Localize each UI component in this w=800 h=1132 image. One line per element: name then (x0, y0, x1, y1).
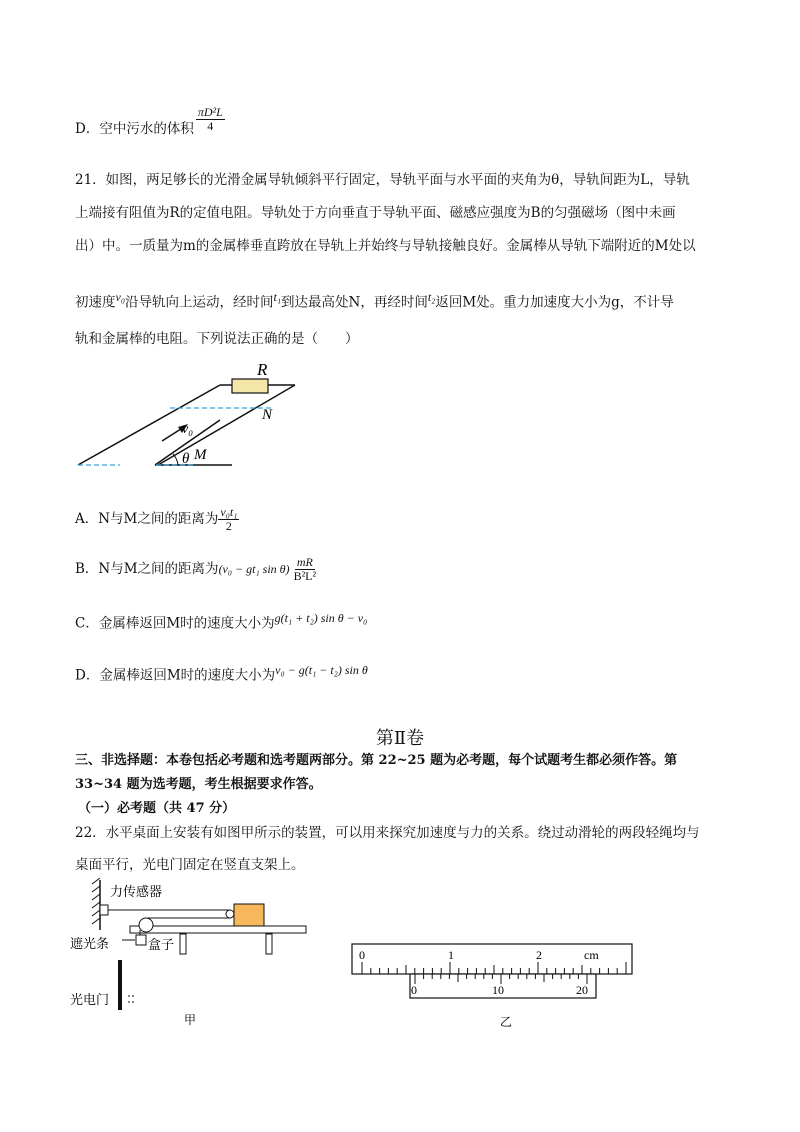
q21-line-2: 上端接有阻值为R的定值电阻。导轨处于方向垂直于导轨平面、磁感应强度为B的匀强磁场（图中未画 (75, 205, 676, 221)
q21-option-a (75, 506, 239, 533)
q21-line-4a: 初速度 (75, 294, 116, 311)
label-theta: θ (182, 451, 190, 467)
option-b-fraction (292, 556, 319, 583)
q21-rails-figure (70, 355, 310, 475)
option-d-expr: v₀ − g(t₁ − t₂) sin θ (275, 663, 368, 677)
fraction-numerator: v₀t₁ (220, 505, 238, 519)
main-label-0: 0 (359, 948, 365, 962)
q21-line-1: 21．如图，两足够长的光滑金属导轨倾斜平行固定，导轨平面与水平面的夹角为θ，导轨间距为L，导轨 (75, 172, 690, 188)
cart-block (234, 904, 264, 926)
caption-yi: 乙 (500, 1015, 513, 1029)
vernier-label-0: 0 (411, 983, 417, 997)
q22-line-2: 桌面平行，光电门固定在竖直支架上。 (75, 857, 305, 873)
q20-option-d-fraction (196, 106, 225, 133)
figure-jia-apparatus (70, 878, 320, 1028)
q20-option-d-label: D．空中污水的体积 (75, 121, 194, 137)
label-photogate: 光电门 (70, 992, 110, 1007)
q22-line-1: 22．水平桌面上安装有如图甲所示的装置，可以用来探究加速度与力的关系。绕过动滑轮的两段轻绳均与 (75, 825, 700, 841)
main-label-1: 1 (448, 948, 454, 962)
q20-option-d (75, 105, 225, 143)
label-box: 盒子 (148, 937, 175, 952)
q21-line-5: 轨和金属棒的电阻。下列说法正确的是（ ） (75, 331, 359, 347)
q21-line-3: 出）中。一质量为m的金属棒垂直跨放在导轨上并始终与导轨接触良好。金属棒从导轨下端附近的M处以 (75, 238, 696, 254)
q21-line-4 (75, 287, 674, 313)
caption-jia: 甲 (184, 1013, 197, 1027)
fraction-numerator: πD²L (197, 105, 223, 119)
fraction-denominator: 4 (207, 119, 214, 133)
vernier-label-10: 10 (492, 983, 504, 997)
resistor-r (232, 379, 268, 393)
label-n: N (262, 407, 273, 423)
main-label-2: 2 (536, 948, 542, 962)
main-unit-cm: cm (584, 948, 599, 962)
fraction-denominator: 2 (225, 519, 232, 533)
q21-line-4b: 沿导轨向上运动，经时间 (125, 294, 274, 311)
required-section-title: （一）必考题（共 47 分） (78, 801, 236, 816)
option-b-text: B．N与M之间的距离为 (75, 561, 219, 577)
vernier-label-20: 20 (576, 983, 588, 997)
v0-symbol: v₀ (115, 290, 125, 304)
t2-symbol: t₂ (427, 290, 436, 304)
part-2-intro-2: 33~34 题为选考题，考生根据要求作答。 (75, 777, 322, 792)
label-m: M (194, 447, 207, 463)
q21-option-c (75, 608, 367, 634)
option-d-text: D．金属棒返回M时的速度大小为 (75, 667, 276, 684)
t1-symbol: t₁ (273, 290, 282, 304)
fraction-numerator: mR (296, 555, 313, 569)
q21-option-b (75, 556, 318, 583)
option-a-fraction (218, 506, 239, 533)
label-v0: v₀ (182, 422, 194, 437)
option-c-expr: g(t₁ + t₂) sin θ − v₀ (274, 611, 368, 625)
q21-line-4d: 返回M处。重力加速度大小为g，不计导 (435, 294, 674, 311)
part-2-intro-1: 三、非选择题：本卷包括必考题和选考题两部分。第 22~25 题为必考题，每个试题考生都必须作答。第 (75, 753, 678, 768)
option-b-expr: (v₀ − gt₁ sin θ) (218, 562, 290, 576)
fraction-denominator: B²L² (293, 569, 317, 583)
label-shade-strip: 遮光条 (70, 936, 110, 951)
figure-yi-vernier-caliper (350, 942, 640, 1032)
label-r: R (257, 360, 268, 379)
label-force-sensor: 力传感器 (110, 884, 163, 899)
right-rail (158, 385, 295, 465)
q21-option-d (75, 660, 368, 686)
option-c-text: C．金属棒返回M时的速度大小为 (75, 615, 275, 632)
part-2-title: 第Ⅱ卷 (375, 728, 425, 749)
option-a-text: A．N与M之间的距离为 (75, 511, 219, 527)
q21-line-4c: 到达最高处N，再经时间 (281, 294, 428, 311)
